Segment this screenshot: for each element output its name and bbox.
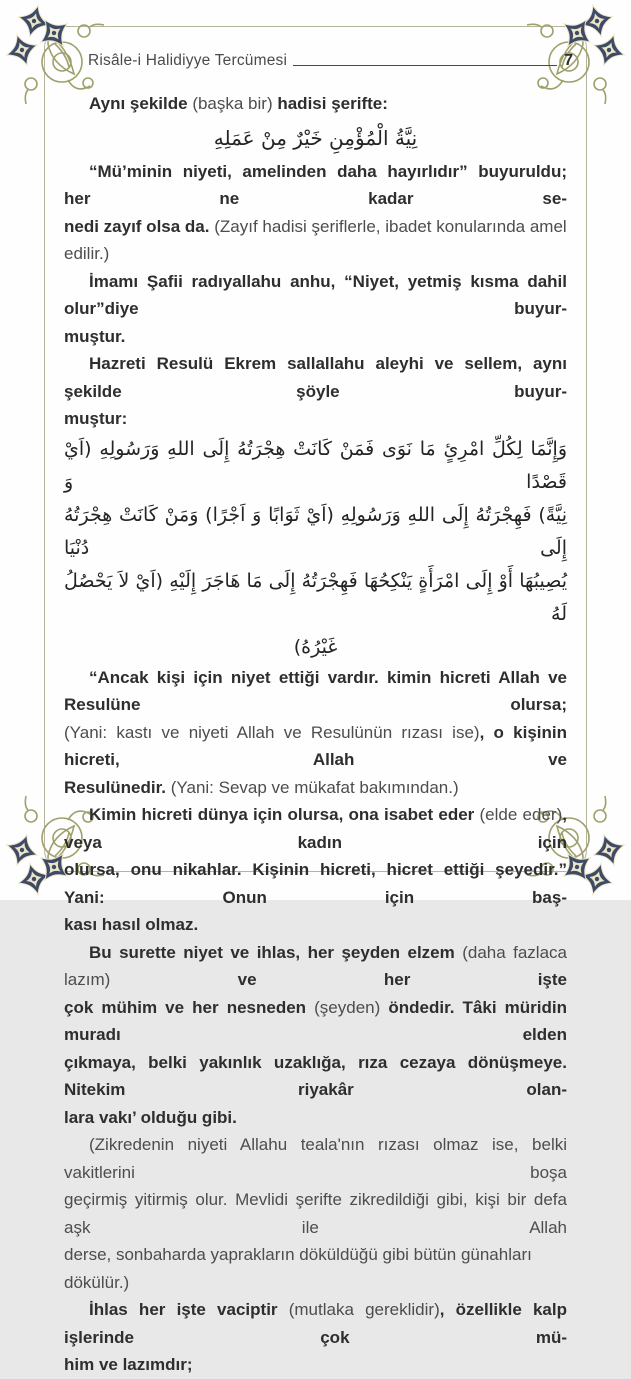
text-segment: İhlas her işte vaciptir [89,1300,289,1319]
text-line [64,1131,567,1186]
text-segment: “Ancak kişi için niyet ettiği vardır. kimin hicreti Allah ve Resulüne olursa; [64,667,567,714]
header-rule [293,65,557,66]
text-line [64,565,567,631]
text-segment: نِيَّةُ الْمُؤْمِنِ خَيْرٌ مِنْ عَمَلِهِ [213,125,418,150]
text-line [64,1049,567,1104]
text-line [64,801,567,856]
page-header [88,52,573,70]
book-title: Risâle-i Halidiyye Tercümesi [88,52,288,69]
text-segment: (Yani: kastı ve niyeti Allah ve Resulünün rızası ise) [64,722,480,742]
text-segment: , özellikle kalp işlerinde çok mü- [64,1300,567,1347]
text-segment: çok mühim ve her nesneden [64,997,315,1017]
text-line [64,939,567,994]
text-line [64,631,567,664]
niyet-ihlas [64,939,567,1132]
text-segment: “Mü’minin niyeti, amelinden daha hayırlıdır” buyuruldu; her ne kadar se- [64,161,567,208]
text-line [64,350,567,405]
text-line [64,433,567,499]
text-segment: , veya kadın için [64,805,567,852]
text-segment: Resulünedir. [64,777,171,797]
text-line [64,405,567,433]
text-segment: نِيَّةً) فَهِجْرَتُهُ إِلَى اللهِ وَرَسُولِهِ (اَيْ ثَوَابًا وَ اَجْرًا) وَمَنْ كَانَتْ هِجْرَتُهُ إِلَى دُنْيَا [64,503,567,559]
text-segment: derse, sonbaharda yaprakların döküldüğü gibi bütün günahları dökülür.) [64,1245,532,1292]
arabic-hadith-long [64,433,567,664]
text-segment: , o kişinin hicreti, Allah ve [64,722,568,769]
ihlas-vacip [64,1296,567,1379]
text-line [64,1241,567,1296]
page-body [64,90,567,1379]
text-line [64,856,567,911]
text-segment: Hazreti Resulü Ekrem sallallahu aleyhi ve sellem, aynı şekilde şöyle buyur- [64,354,567,401]
resul-intro [64,350,567,433]
text-segment: (Zayıf hadisi şeriflerle, ibadet konularında amel edilir.) [64,216,567,263]
imam-safii [64,268,567,351]
text-line [64,664,567,719]
text-segment: (Yani: Sevap ve mükafat bakımından.) [170,777,459,797]
text-line [64,994,567,1049]
text-segment: geçirmiş yitirmiş olur. Mevlidi şerifte zikredildiği gibi, kişi bir defa aşk ile Allah [64,1190,567,1237]
hadith-translation [64,158,567,268]
text-segment: him ve lazımdır; [64,1355,193,1374]
text-line [64,1186,567,1241]
text-segment: يُصِيبُهَا أَوْ إِلَى امْرَأَةٍ يَنْكِحُهَا فَهِجْرَتُهُ إِلَى مَا هَاجَرَ إِلَيْهِ (اَيْ لاَ يَحْصُلُ لَهُ [64,569,567,625]
translation-2 [64,801,567,939]
text-segment: Bu surette niyet ve ihlas, her şeyden elzem [89,942,463,962]
text-segment: وَإِنَّمَا لِكُلِّ امْرِئٍ مَا نَوَى فَمَنْ كَانَتْ هِجْرَتُهُ إِلَى اللهِ وَرَسُولِهِ (اَيْ قَصْدًا وَ [64,437,567,493]
text-line [64,719,567,774]
text-segment: muştur. [64,326,126,346]
text-line [64,213,567,268]
text-line [64,1104,567,1132]
zikir-note [64,1131,567,1296]
text-segment: öndedir. Tâki müridin muradı elden [64,997,567,1044]
text-segment: olursa, onu nikahlar. Kişinin hicreti, hicret ettiği şeyedir.” Yani: Onun için baş- [64,860,567,907]
text-segment: (şeyden) [314,997,381,1017]
text-line [64,90,567,118]
text-segment: muştur: [64,409,128,428]
text-segment: nedi zayıf olsa da. [64,216,215,236]
text-segment: (daha fazlaca lazım) [64,942,567,989]
translation-1 [64,664,567,802]
text-segment: غَيْرُهُ) [293,635,338,658]
text-segment: (elde eder) [479,805,563,824]
text-segment: (Zikredenin niyeti Allahu teala'nın rızası olmaz ise, belki vakitlerini boşa [64,1135,567,1182]
text-segment: (başka bir) [192,94,273,113]
text-line [64,158,567,213]
text-segment: kası hasıl olmaz. [64,915,199,934]
intro-line [64,90,567,118]
text-line [64,1296,567,1351]
text-segment: çıkmaya, belki yakınlık uzaklığa, rıza cezaya dönüşmeye. Nitekim riyakâr olan- [64,1052,567,1099]
text-segment: (mutlaka gereklidir) [288,1300,440,1319]
text-segment: ve her işte [110,970,567,989]
text-line [64,323,567,351]
text-line [64,499,567,565]
text-line [64,268,567,323]
text-segment: Aynı şekilde [89,94,193,113]
text-line [64,118,567,158]
text-line [64,911,567,939]
text-segment: İmamı Şafii radıyallahu anhu, “Niyet, yetmiş kısma dahil olur”diye buyur- [64,271,567,318]
text-segment: hadisi şerifte: [272,94,388,113]
text-segment: Kimin hicreti dünya için olursa, ona isabet eder [89,805,480,824]
text-line [64,774,567,802]
text-line [64,1351,567,1379]
arabic-hadith-short [64,118,567,158]
text-segment: lara vakı’ olduğu gibi. [64,1107,237,1127]
page-number: 7 [564,52,573,69]
